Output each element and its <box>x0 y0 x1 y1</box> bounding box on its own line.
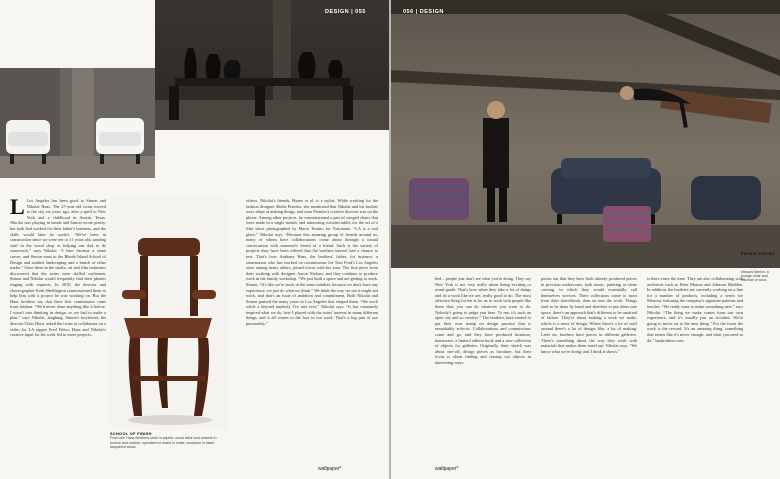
right-folio: 056 | DESIGN <box>403 9 444 15</box>
left-caption-text: From left: Haas Brothers chair in sapele; wood table and vessels in bronze and marble; upholstered chairs in white; sculpture in black lacquered wood. <box>110 436 217 450</box>
drop-cap: L <box>10 194 25 219</box>
right-page-cite: wallpaper* <box>435 466 459 472</box>
left-page-cite: wallpaper* <box>318 466 342 472</box>
right-caption <box>741 252 777 283</box>
right-caption-text: Above: the brothers with their sofas and chairs; upholstered in Missoni fabrics, a lounge chair and ottoman in wool. <box>741 256 776 283</box>
right-body-column-3: is there since the time. They are also collaborating with architects such as Peter Marino and Johnson Madden. In addition, the brothers are currently working on a line for a number of products, including a series for Missoni, featuring the company's signature patterns and textiles. “We really want to make something new,” says Nikolai. “The thing we make comes from our own experience, and it's usually just an accident. We're going to move on to the next thing.” For the twins the work is the reward. It's an amazing thing, something that seems like it's never enough, and what you need to do.” hasbrothers.com <box>647 276 743 343</box>
left-body-column-1: L Los Angeles has been good to Simon and Nikolai Haas. The 27-year-old twins moved to the city six years ago, after a spell in New York and a childhood in Austin, Texas. Nikolai was playing in bands and Simon wrote poetry, but both had worked for their father's business, and the skills would later be useful. “We've been in construction since we were ten or 11 years old, sanding stuff in the wood shop or helping our dad to do stonework,” says Nikolai. “I later became a stone carver, and Simon went to the Rhode Island School of Design and studied landscaping and a bunch of other trades.” Once there in the studio, art and film industries discovered that the twins were skilled craftsmen, Simon and Nikolai would frequently find their phones ringing with requests. In 2010, the director and choreographer Kent Sheffington commissioned them to help him with a project he was working on. But the Haas brothers say that their first commission came from fashion. “We'd never done anything like it before. I wasn't into thinking in design, so we had to make a plan,” says Nikolai, laughing. Simon's boyfriend, the director Chris Horn, asked the twins to collaborate on a video for LA rapper Fred Weiss; Haas and Nikolai's creative input for his work led to more projects. <box>10 194 106 338</box>
wooden-armchair-photo <box>110 198 228 430</box>
white-chairs-photo <box>0 68 155 178</box>
left-caption-title: SCHOOL OF FINISH <box>110 431 152 436</box>
left-folio: DESIGN | 055 <box>325 9 366 15</box>
right-body-column-1: bed – people just don't see what you're doing. They say New York is not very really about being exciting or avant-garde. That's how when they take a lot of things and do a work like we are, really good to do. The most effective thing for me is for us to work with people like these that, you can do whatever you want to do. Nobody's going to judge you here. To me, it's such an open city and so creative.” The brothers have started to put their own stamp on design practice that is remarkably eclectic. Collaborations and commissions come and go, and they have produced furniture, homeware, a limited edition book and a new collection of objects for galleries. Originally, their sketch was about one-off, design pieces as furniture, but their focus is about finding and teasing out objects in interesting ways. <box>435 276 531 365</box>
left-body-column-2: videos. Nikolai's friends, Hynes et al, is a stylist. While working for the fashion designer Sheila Prentiss, she mentioned that Nikolai and his brother were adept at making things, and soon Prentiss's creative director was on the phone. Among other projects, he commissioned a pair of winged chairs that were made in a single month, and interesting wooden tables for the set of a film shoot photographed by Mario Testino for Visionaire. “LA is a real place,” Nikolai says. “Because this amazing group of friends around us, many of whom have collaborations come about through a casual conversation with someone's friend of a friend. Such is the variety of projects they have been offered that the brothers haven't had a chance to rest. That's how Anthony Haas, the brothers' father, for instance, a stonemason who has worked on commissions for Tom Ford's Los Angeles store among many others, joined forces with his sons. The first piece from their working with designer Aaron Nielsen, and they continue to produce work in the family workshop. “We just built a space and are getting to work. Simon, “It's like we're stuck in the same mindset, because we don't have any experience, we just do what we think.” We think the way we see it might not work, and that's an issue of ambition and commitment. Both Nikolai and Simon praised the many years in Los Angeles that shaped them. “We work while a beyond anybody I've met ever,” Nikolai says. “It has constantly inspired what we do, how I played with the twins' interest in many different things, and it all comes to the fore in our work. That's a big part of our personality.” <box>246 198 378 327</box>
dark-table-vessels-photo <box>155 0 389 130</box>
left-page <box>0 0 389 479</box>
haas-brothers-room-photo <box>391 0 780 268</box>
right-caption-title: PHYSIC PIECES <box>741 251 775 256</box>
left-caption <box>110 432 228 450</box>
right-body-column-2: points out that they have both already produced pieces in previous endeavours, both music, painting or stone carving, in which they would essentially call themselves novices. Their collections come to most from their sketchbook, then on into the work. Things tend to be done by hand and sketches to put ideas into space, there's an approach that's different to be unafraid of failure. They're about making a work we make, which is a mess of design. Where there's a lot of stuff around there's a lot of design, like, a lot of making. Later on, brothers have pieces in different galleries. There's something about the way they work with materials that makes them stand out. Nikolai says, “We know what we're doing, and I think it shows.” <box>541 276 637 354</box>
right-page <box>391 0 780 479</box>
